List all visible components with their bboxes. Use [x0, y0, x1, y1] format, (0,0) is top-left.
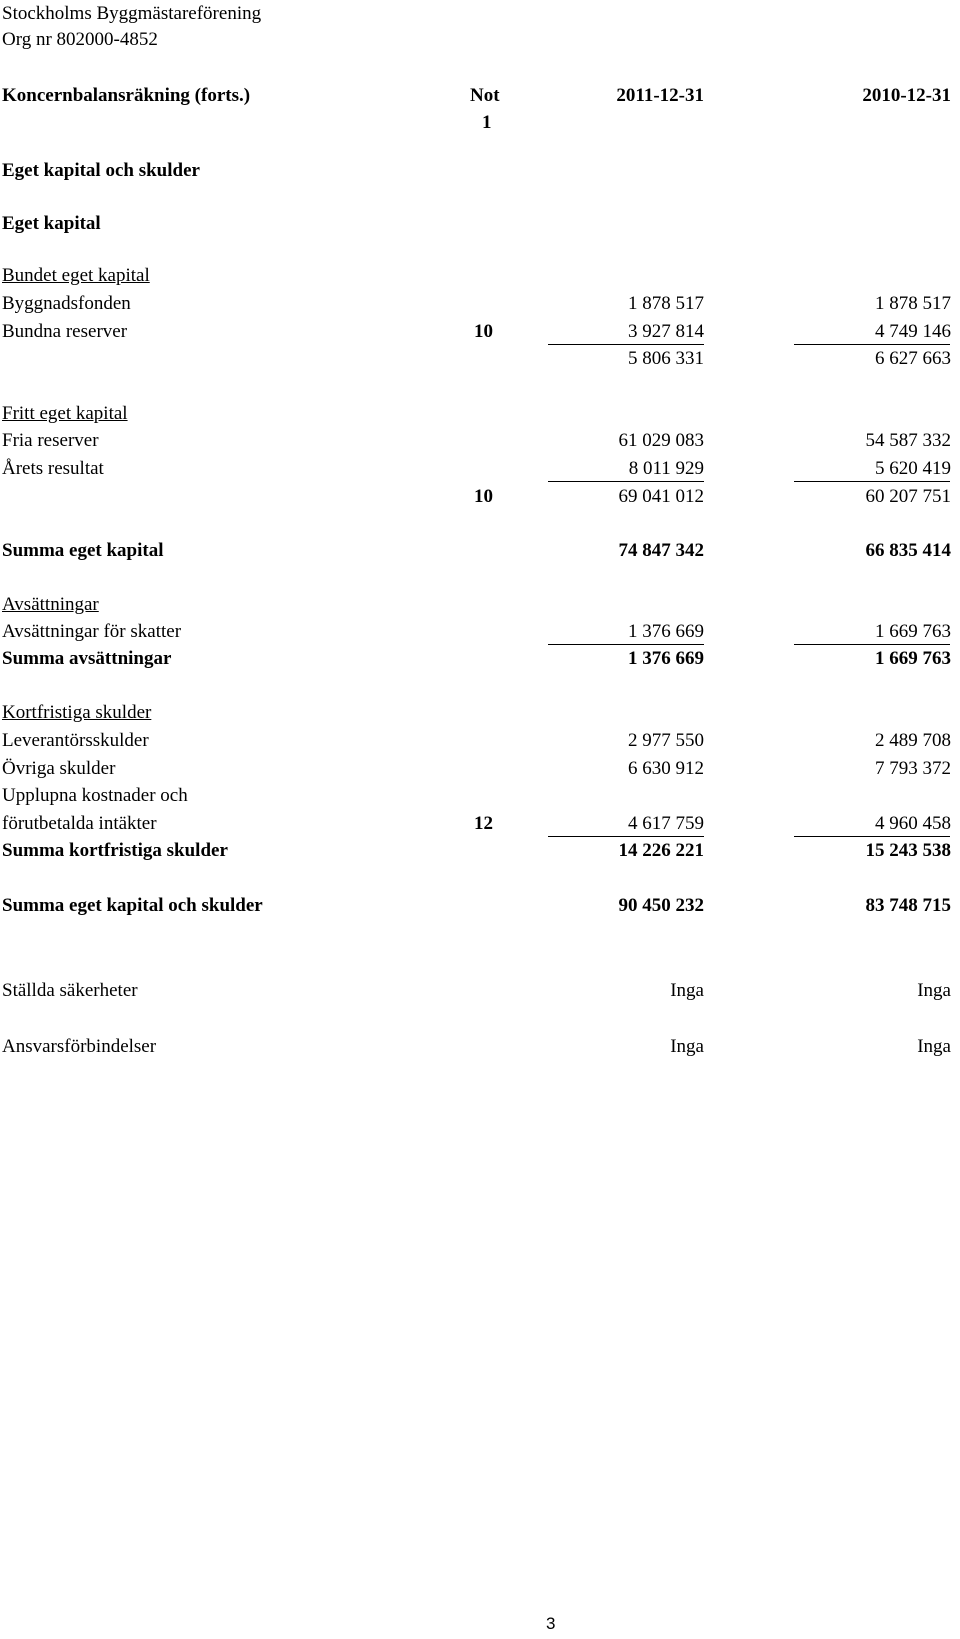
row-label: Fria reserver	[2, 430, 99, 451]
row-label: Byggnadsfonden	[2, 293, 131, 314]
grand-total-label: Summa eget kapital och skulder	[2, 895, 263, 916]
total-value-2011: 74 847 342	[618, 540, 704, 561]
subsection-unrestricted-equity: Fritt eget kapital	[2, 403, 128, 424]
section-heading-equity: Eget kapital	[2, 213, 101, 234]
total-label: Summa kortfristiga skulder	[2, 840, 228, 861]
row-value-2011: 1 376 669	[628, 621, 704, 642]
row-label: Ansvarsförbindelser	[2, 1036, 157, 1057]
row-note: 10	[474, 321, 493, 342]
total-value-2010: 1 669 763	[875, 648, 951, 669]
subtotal-rule	[548, 344, 704, 345]
subtotal-rule	[794, 836, 950, 837]
row-value-2010: 5 620 419	[875, 458, 951, 479]
row-value-2011: 8 011 929	[628, 458, 704, 479]
row-value-2011: 61 029 083	[618, 430, 704, 451]
column-header-2011: 2011-12-31	[616, 85, 704, 106]
org-number: Org nr 802000-4852	[2, 29, 158, 50]
row-value-2010: 4 749 146	[875, 321, 951, 342]
row-value-2010: 7 793 372	[875, 758, 951, 779]
total-value-2011: 14 226 221	[618, 840, 704, 861]
row-value-2011: 2 977 550	[628, 730, 704, 751]
row-value-2010: 4 960 458	[875, 813, 951, 834]
total-value-2010: 15 243 538	[865, 840, 951, 861]
row-value-2011: Inga	[670, 1036, 704, 1057]
subtotal-rule	[548, 481, 704, 482]
total-value-2010: 66 835 414	[865, 540, 951, 561]
row-value-2010: Inga	[917, 980, 951, 1001]
row-label: Leverantörsskulder	[2, 730, 149, 751]
subtotal-value-2010: 6 627 663	[875, 348, 951, 369]
row-value-2011: 4 617 759	[628, 813, 704, 834]
org-name: Stockholms Byggmästareförening	[2, 3, 262, 24]
row-label: Bundna reserver	[2, 321, 128, 342]
subtotal-value-2010: 60 207 751	[865, 486, 951, 507]
total-label: Summa eget kapital	[2, 540, 164, 561]
total-value-2011: 1 376 669	[628, 648, 704, 669]
row-label: förutbetalda intäkter	[2, 813, 157, 834]
page-number: 3	[546, 1614, 556, 1633]
row-value-2010: Inga	[917, 1036, 951, 1057]
row-value-2010: 2 489 708	[875, 730, 951, 751]
subtotal-value-2011: 69 041 012	[618, 486, 704, 507]
total-label: Summa avsättningar	[2, 648, 172, 669]
statement-title: Koncernbalansräkning (forts.)	[2, 85, 251, 106]
row-label: Avsättningar för skatter	[2, 621, 182, 642]
row-value-2011: 1 878 517	[628, 293, 704, 314]
note-column-subheader: 1	[482, 112, 492, 133]
column-header-2010: 2010-12-31	[862, 85, 951, 106]
section-heading-equity-and-liabilities: Eget kapital och skulder	[2, 160, 200, 181]
row-label: Ställda säkerheter	[2, 980, 138, 1001]
row-value-2011: Inga	[670, 980, 704, 1001]
row-label: Årets resultat	[2, 458, 104, 479]
subtotal-value-2011: 5 806 331	[628, 348, 704, 369]
row-value-2010: 1 878 517	[875, 293, 951, 314]
row-value-2010: 1 669 763	[875, 621, 951, 642]
row-note: 12	[474, 813, 493, 834]
note-column-header: Not	[470, 85, 500, 106]
subsection-provisions: Avsättningar	[2, 594, 99, 615]
subsection-restricted-equity: Bundet eget kapital	[2, 265, 150, 286]
row-value-2011: 6 630 912	[628, 758, 704, 779]
subtotal-rule	[548, 836, 704, 837]
row-label: Övriga skulder	[2, 758, 116, 779]
row-note: 10	[474, 486, 493, 507]
subtotal-rule	[548, 644, 704, 645]
grand-total-value-2010: 83 748 715	[865, 895, 951, 916]
row-value-2010: 54 587 332	[865, 430, 951, 451]
subtotal-rule	[794, 644, 950, 645]
grand-total-value-2011: 90 450 232	[618, 895, 704, 916]
subtotal-rule	[794, 344, 950, 345]
row-label: Upplupna kostnader och	[2, 785, 188, 806]
subsection-current-liabilities: Kortfristiga skulder	[2, 702, 152, 723]
row-value-2011: 3 927 814	[628, 321, 704, 342]
subtotal-rule	[794, 481, 950, 482]
